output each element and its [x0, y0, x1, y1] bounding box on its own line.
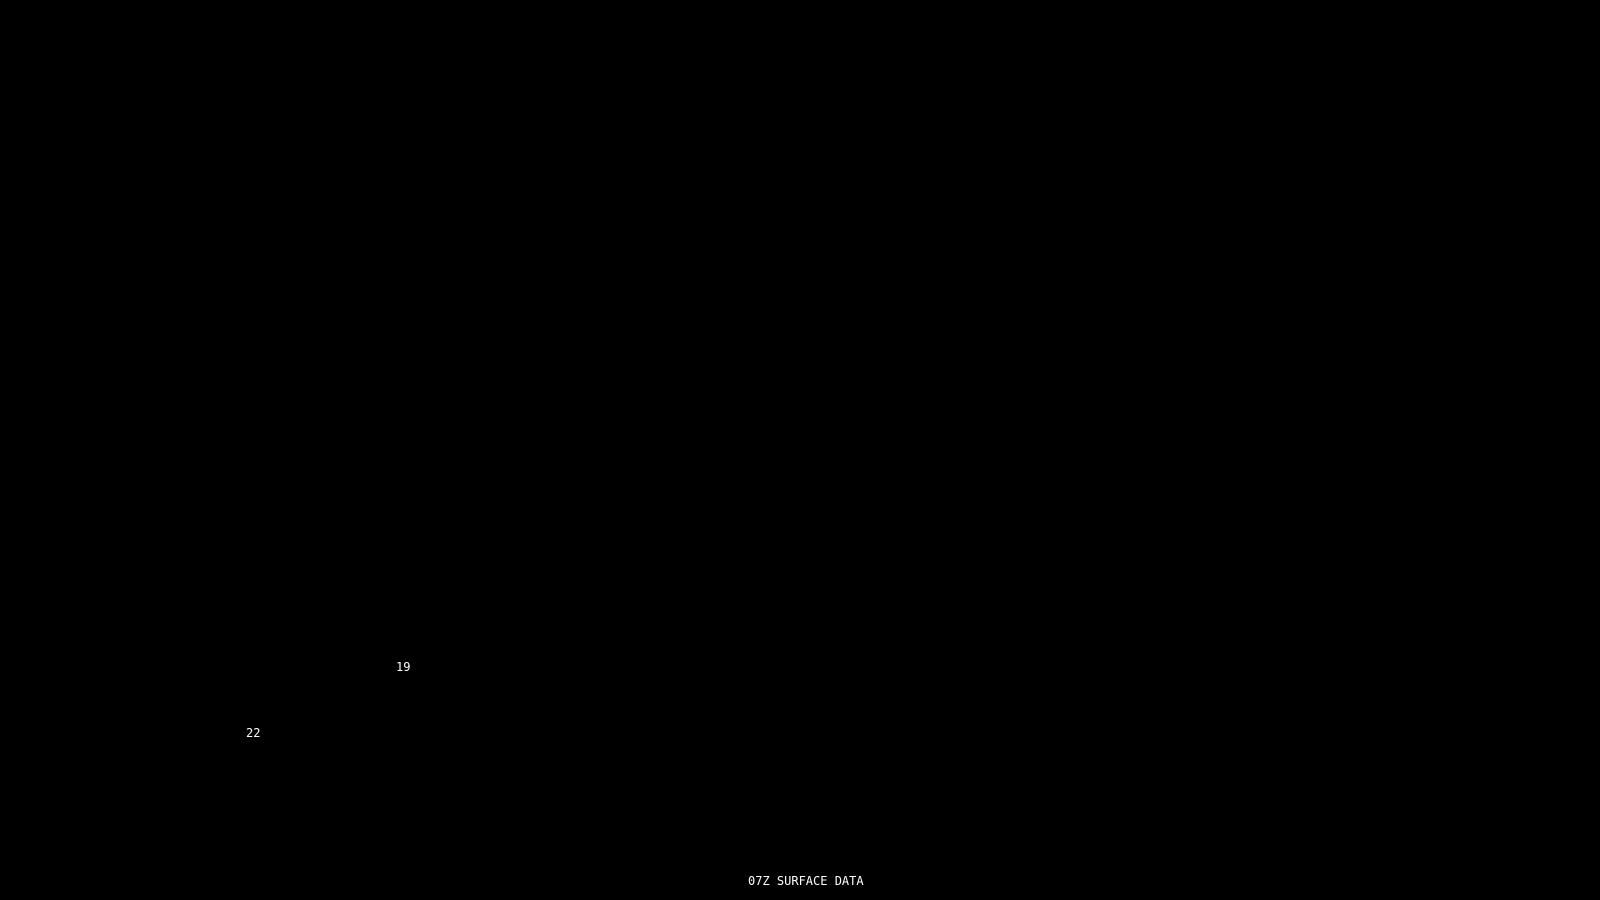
station-value-label: 22	[246, 726, 261, 740]
map-title-label: 07Z SURFACE DATA	[748, 874, 864, 888]
station-value-label: 19	[396, 660, 411, 674]
